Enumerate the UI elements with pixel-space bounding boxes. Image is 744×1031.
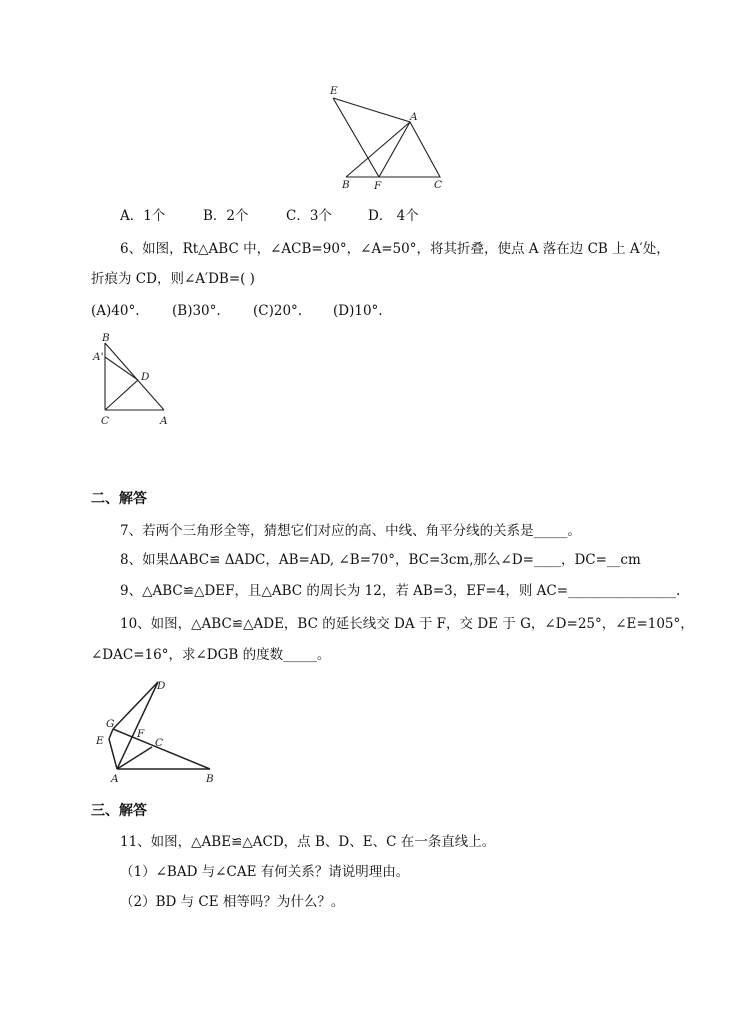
q6-line2: 折痕为 CD，则∠A′DB=( ) <box>91 271 255 287</box>
q9-text: 9、△ABC≌△DEF，且△ABC 的周长为 12，若 AB=3，EF=4，则 AC=________________. <box>120 583 681 599</box>
q10-line1: 10、如图，△ABC≌△ADE，BC 的延长线交 DA 于 F，交 DE 于 G，∠D=25°，∠E=105°， <box>120 616 694 632</box>
figure3-segment-gd <box>113 682 158 729</box>
q5-option-a: A．1个 <box>120 208 166 224</box>
q6-option-c: (C)20°. <box>253 303 303 319</box>
q6-option-b: (B)30°. <box>172 303 221 319</box>
figure3-label-a: A <box>111 773 119 785</box>
figure2-label-c: C <box>101 415 110 427</box>
section3-heading: 三、解答 <box>91 803 147 819</box>
figure3-label-b: B <box>206 773 214 785</box>
q6-option-d: (D)10°. <box>333 303 383 319</box>
q11-text: 11、如图，△ABE≌△ACD，点 B、D、E、C 在一条直线上。 <box>120 834 496 850</box>
figure2-label-d: D <box>141 371 150 383</box>
figure1-label-c: C <box>434 179 443 191</box>
q8-text: 8、如果ΔABC≌ ΔADC，AB=AD, ∠B=70°，BC=3cm,那么∠D=____，DC=__cm <box>120 552 641 568</box>
q5-option-b: B．2个 <box>203 208 249 224</box>
q6-line1: 6、如图，Rt△ABC 中，∠ACB=90°，∠A=50°，将其折叠，使点 A 落在边 CB 上 A′处， <box>120 241 670 257</box>
figure1-label-a: A <box>410 111 418 123</box>
figure3-label-c: C <box>155 737 164 749</box>
q5-option-c: C．3个 <box>286 208 332 224</box>
figure2-label-b: B <box>102 332 110 344</box>
q6-option-a: (A)40°. <box>91 303 140 319</box>
section2-heading: 二、解答 <box>91 491 147 507</box>
figure1-label-f: F <box>374 180 382 192</box>
q11-part1: （1）∠BAD 与∠CAE 有何关系？请说明理由。 <box>120 864 410 880</box>
q5-option-d: D． 4个 <box>368 208 419 224</box>
q11-part2: （2）BD 与 CE 相等吗？为什么？。 <box>120 894 345 910</box>
figure3-segment-eg <box>109 729 113 739</box>
figure1-label-e: E <box>330 85 338 97</box>
figure3-label-e: E <box>96 735 104 747</box>
figure2-label-a: A <box>160 415 168 427</box>
q10-line2: ∠DAC=16°，求∠DGB 的度数_____。 <box>91 647 331 663</box>
figure3-label-g: G <box>106 718 115 730</box>
figure3-segment-ae <box>109 739 117 769</box>
q7-text: 7、若两个三角形全等，猜想它们对应的高、中线、角平分线的关系是_____。 <box>120 523 581 539</box>
figure1-label-b: B <box>342 179 350 191</box>
figure3-label-f: F <box>137 728 145 740</box>
figure3-label-d: D <box>157 680 166 692</box>
figure2-label-a-prime: A' <box>93 351 104 363</box>
